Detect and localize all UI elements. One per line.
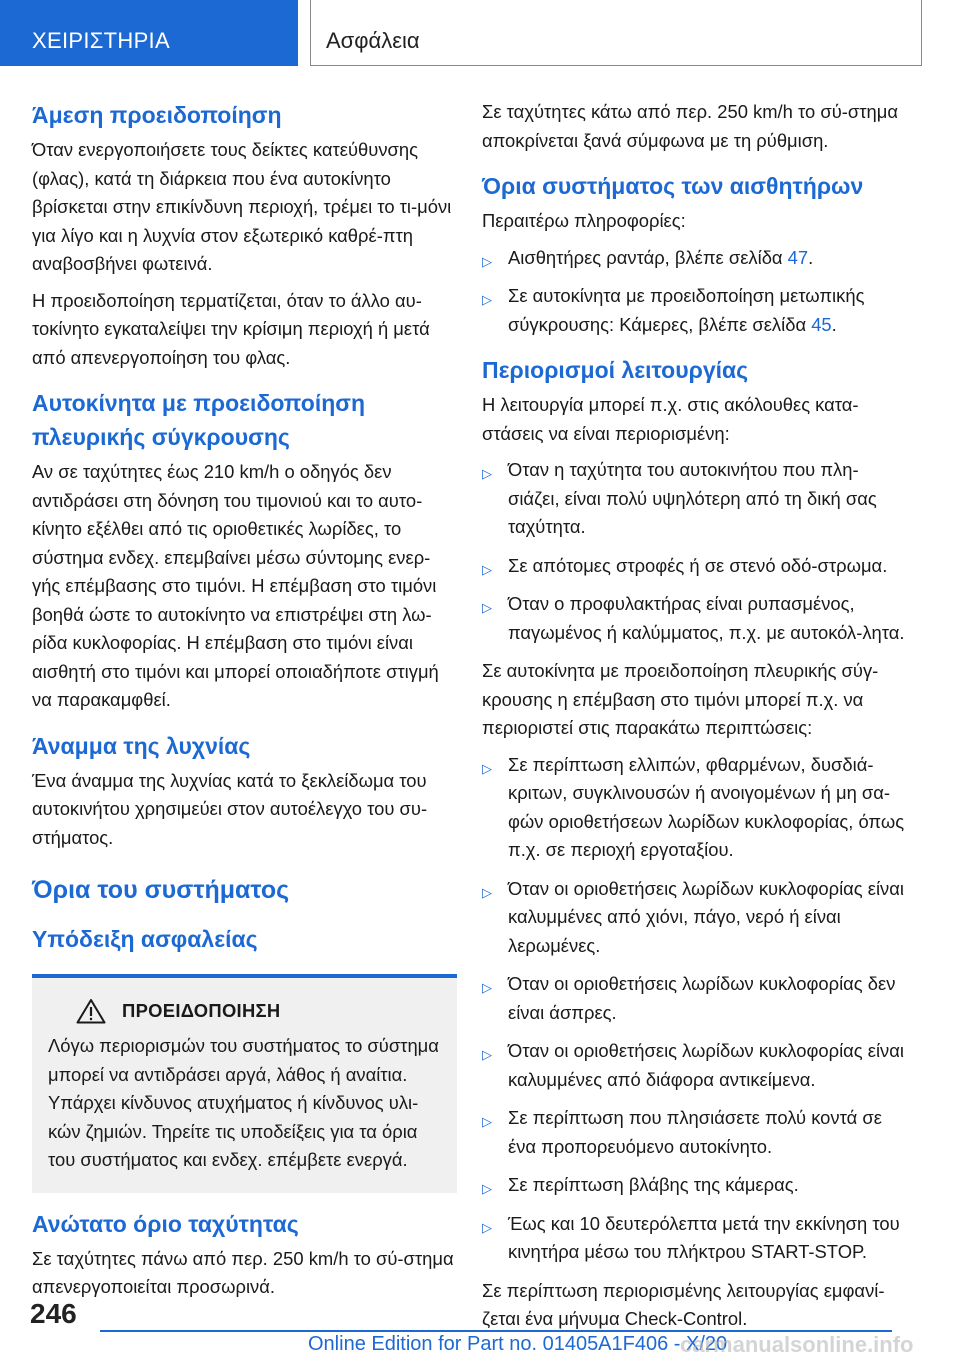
right-column: [482, 98, 907, 1342]
paragraph: Η λειτουργία μπορεί π.χ. στις ακόλουθες κατα-στάσεις να είναι περιορισμένη:: [482, 394, 859, 444]
header-rule: [310, 65, 922, 66]
warning-triangle-icon: [76, 998, 106, 1024]
paragraph: Περαιτέρω πληροφορίες:: [482, 210, 686, 231]
footer-edition: Online Edition for Part no. 01405A1F406 - X/20: [308, 1333, 728, 1355]
list-item: ▷ Αισθητήρες ραντάρ, βλέπε σελίδα 47.: [482, 244, 907, 273]
warning-title: ΠΡΟΕΙΔΟΠΟΙΗΣΗ: [122, 1000, 281, 1021]
header-divider: [310, 0, 311, 66]
list-item: ▷ Σε αυτοκίνητα με προειδοποίηση μετωπικής σύγκρουσης: Κάμερες, βλέπε σελίδα 45.: [482, 285, 865, 335]
bullet-triangle-icon: ▷: [482, 1181, 492, 1196]
list-item: ▷ Όταν οι οριοθετήσεις λωρίδων κυκλοφορίας είναι καλυμμένες από χιόνι, πάγο, νερό ή είναι λερωμένες.: [482, 877, 904, 956]
paragraph: Σε ταχύτητες κάτω από περ. 250 km/h το σύ-στημα αποκρίνεται ξανά σύμφωνα με τη ρύθμιση.: [482, 101, 898, 151]
paragraph: Σε περίπτωση περιορισμένης λειτουργίας εμφανί-ζεται ένα μήνυμα Check-Control.: [482, 1279, 885, 1329]
bullet-triangle-icon: ▷: [482, 561, 492, 577]
list-item: ▷ Σε περίπτωση βλάβης της κάμερας.: [482, 1171, 907, 1200]
warning-text: Λόγω περιορισμών του συστήματος το σύστημα μπορεί να αντιδράσει αργά, λάθος ή αναίτια. Υπάρχει κίνδυνος ατυχήματος ή κίνδυνος υλι-κών ζημιών. Τηρείτε τις υποδείξεις για τα όρια του συστήματος και ενδεχ. επέμβετε ενεργά.: [48, 1035, 439, 1170]
restriction-list: [482, 456, 907, 647]
bullet-triangle-icon: ▷: [482, 600, 492, 615]
bullet-triangle-icon: ▷: [482, 760, 492, 776]
list-item: ▷ Όταν οι οριοθετήσεις λωρίδων κυκλοφορίας είναι καλυμμένες από διάφορα αντικείμενα.: [482, 1040, 904, 1090]
heading-max-speed: Ανώτατο όριο ταχύτητας: [32, 1210, 299, 1237]
page-link-45[interactable]: 45: [811, 313, 832, 335]
chapter-tab: [0, 0, 298, 66]
list-item: ▷ Σε περίπτωση που πλησιάσετε πολύ κοντά σε ένα προπορευόμενο αυτοκίνητο.: [482, 1107, 882, 1157]
bullet-triangle-icon: ▷: [482, 1219, 492, 1235]
bullet-triangle-icon: ▷: [482, 253, 492, 269]
page-link-47[interactable]: 47: [787, 246, 809, 268]
bullet-triangle-icon: ▷: [482, 466, 492, 481]
chapter-title: ΧΕΙΡΙΣΤΗΡΙΑ: [32, 28, 170, 53]
list-item: ▷ Σε απότομες στροφές ή σε στενό οδό-στρωμα.: [482, 552, 907, 581]
list-item: ▷ Όταν η ταχύτητα του αυτοκινήτου που πλη-σιάζει, είναι πολύ υψηλότερη από τη δική σας ταχύτητα.: [482, 459, 877, 537]
heading-function-restrictions: Περιορισμοί λειτουργίας: [482, 357, 749, 383]
paragraph: Η προειδοποίηση τερματίζεται, όταν το άλλο αυ-τοκίνητο εγκαταλείψει την κρίσιμη περιοχή ή μετά από απενεργοποίηση του φλας.: [32, 289, 430, 368]
list-item: ▷ Έως και 10 δευτερόλεπτα μετά την εκκίνηση του κινητήρα μέσω του πλήκτρου START-STOP.: [482, 1212, 900, 1262]
paragraph: Ένα άναμμα της λυχνίας κατά το ξεκλείδωμα του αυτοκινήτου χρησιμεύει στον αυτοέλεγχο του συ-στήματος.: [32, 769, 428, 848]
heading-sensor-limits: Όρια συστήματος των αισθητήρων: [482, 173, 864, 199]
paragraph: Σε ταχύτητες πάνω από περ. 250 km/h το σύ-στημα απενεργοποιείται προσωρινά.: [32, 1247, 454, 1297]
page-number: 246: [30, 1298, 77, 1329]
bullet-triangle-icon: ▷: [482, 1114, 492, 1129]
side-restriction-list: [482, 751, 907, 1267]
header-right-border: [921, 0, 922, 66]
heading-safety-note: Υπόδειξη ασφαλείας: [32, 926, 258, 952]
bullet-triangle-icon: ▷: [482, 980, 492, 995]
heading-lamp: Άναμμα της λυχνίας: [32, 732, 251, 759]
bullet-triangle-icon: ▷: [482, 1047, 492, 1062]
warning-header: [48, 998, 441, 1024]
left-column: [32, 98, 457, 1310]
warning-box: [32, 974, 457, 1193]
page-header: [0, 0, 960, 66]
list-item: ▷ Σε περίπτωση ελλιπών, φθαρμένων, δυσδιά-κριτων, συγκλινουσών ή ανοιγομένων ή μη σα-φών οριοθετήσεων λωρίδων κυκλοφορίας, όπως π.χ. σε περιοχή εργοταξίου.: [482, 753, 905, 860]
list-item: ▷ Όταν ο προφυλακτήρας είναι ρυπασμένος, παγωμένος ή καλύμματος, π.χ. με αυτοκόλ-λητα.: [482, 593, 905, 643]
paragraph: Σε αυτοκίνητα με προειδοποίηση πλευρικής σύγ-κρουσης η επέμβαση στο τιμόνι μπορεί π.χ. να περιοριστεί στις παρακάτω περιπτώσεις:: [482, 660, 879, 738]
section-title: Ασφάλεια: [326, 28, 420, 53]
heading-side-collision: Αυτοκίνητα με προειδοποίηση πλευρικής σύγκρουσης: [32, 390, 366, 450]
bullet-triangle-icon: ▷: [482, 884, 492, 900]
paragraph: Αν σε ταχύτητες έως 210 km/h ο οδηγός δεν αντιδράσει στη δόνηση του τιμονιού και το αυτο-κίνητο εξέλθει από τις οριοθετικές λωρίδες, το σύστημα ενδεχ. επεμβαίνει μέσω σύντομης ενερ-γής επέμβασης στο τιμόνι. Η επέμβαση στο τιμόνι βοηθά ώστε το αυτοκίνητο να επιστρέψει στη λω-ρίδα κυκλοφορίας. Η επέμβαση στο τιμόνι είναι αισθητή στο τιμόνι και μπορεί οποιαδήποτε στιγμή να παρακαμφθεί.: [32, 461, 439, 710]
heading-direct-warning: Άμεση προειδοποίηση: [32, 102, 282, 128]
watermark: carmanualsonline.info: [680, 1332, 914, 1357]
paragraph: Όταν ενεργοποιήσετε τους δείκτες κατεύθυνσης (φλας), κατά τη διάρκεια που ένα αυτοκίνητο βρίσκεται στην επικίνδυνη περιοχή, τρέμει το τι-μόνι για λίγο και η λυχνία στον εξωτερικό καθρέ-πτη αναβοσβήνει φωτεινά.: [32, 139, 452, 274]
list-item: ▷ Όταν οι οριοθετήσεις λωρίδων κυκλοφορίας δεν είναι άσπρες.: [482, 973, 896, 1023]
sensor-list: [482, 244, 907, 340]
heading-system-limits: Όρια του συστήματος: [32, 876, 290, 904]
bullet-triangle-icon: ▷: [482, 292, 492, 307]
